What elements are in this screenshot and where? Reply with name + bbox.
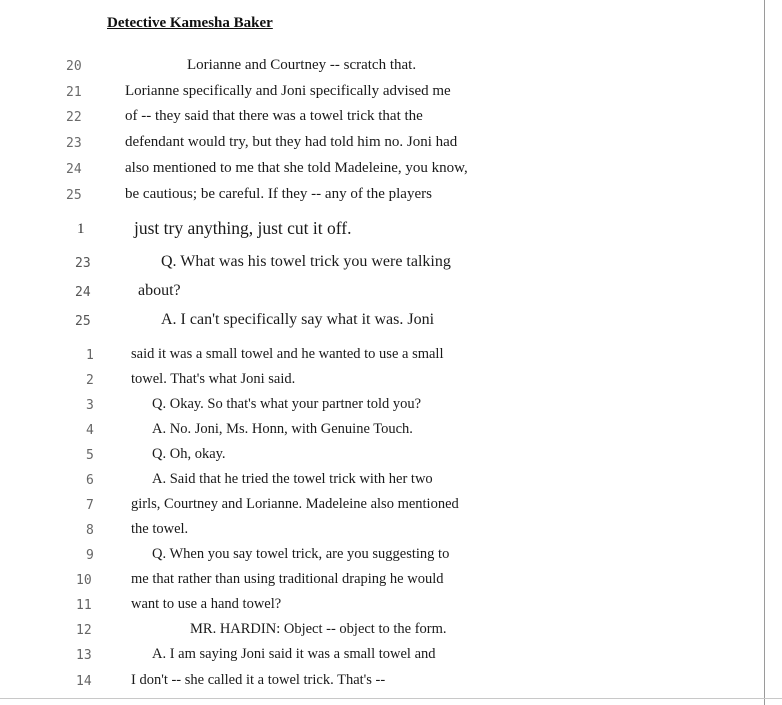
transcript-line: A. No. Joni, Ms. Honn, with Genuine Touch. xyxy=(152,421,413,437)
transcript-line: Q. Okay. So that's what your partner told you? xyxy=(152,396,422,412)
transcript-line: the towel. xyxy=(131,521,189,537)
transcript-line: of -- they said that there was a towel trick that the xyxy=(125,108,423,124)
transcript-line: me that rather than using traditional draping he would xyxy=(131,571,444,587)
transcript-line: Lorianne specifically and Joni specifically advised me xyxy=(125,83,451,99)
transcript-line: towel. That's what Joni said. xyxy=(131,371,296,387)
line-number: 20 xyxy=(66,59,82,74)
line-number: 25 xyxy=(75,314,91,329)
transcript-line: Lorianne and Courtney -- scratch that. xyxy=(187,57,417,73)
transcript-line: girls, Courtney and Lorianne. Madeleine also mentioned xyxy=(131,496,459,512)
page-border xyxy=(764,0,765,705)
transcript-line: about? xyxy=(138,282,181,299)
transcript-line: A. I am saying Joni said it was a small towel and xyxy=(152,646,436,662)
transcript-line: Q. What was his towel trick you were talking xyxy=(161,253,451,270)
witness-header: Detective Kamesha Baker xyxy=(107,15,273,31)
transcript-line: I don't -- she called it a towel trick. That's -- xyxy=(131,672,386,688)
transcript-line: also mentioned to me that she told Madeleine, you know, xyxy=(125,160,468,176)
transcript-line: MR. HARDIN: Object -- object to the form. xyxy=(190,621,447,637)
line-number: 12 xyxy=(76,623,92,638)
page-bottom-rule xyxy=(0,698,782,699)
line-number: 7 xyxy=(86,498,94,513)
line-number: 21 xyxy=(66,85,82,100)
line-number: 25 xyxy=(66,188,82,203)
line-number: 2 xyxy=(86,373,94,388)
transcript-line: Q. When you say towel trick, are you suggesting to xyxy=(152,546,450,562)
line-number: 13 xyxy=(76,648,92,663)
transcript-line: Q. Oh, okay. xyxy=(152,446,226,462)
line-number: 14 xyxy=(76,674,92,689)
line-number: 8 xyxy=(86,523,94,538)
line-number: 6 xyxy=(86,473,94,488)
transcript-line: A. Said that he tried the towel trick with her two xyxy=(152,471,433,487)
transcript-line: defendant would try, but they had told him no. Joni had xyxy=(125,134,458,150)
line-number: 24 xyxy=(66,162,82,177)
line-number: 3 xyxy=(86,398,94,413)
line-number: 9 xyxy=(86,548,94,563)
line-number: 1 xyxy=(77,221,85,237)
transcript-line: A. I can't specifically say what it was. Joni xyxy=(161,311,435,328)
line-number: 4 xyxy=(86,423,94,438)
line-number: 23 xyxy=(66,136,82,151)
line-number: 11 xyxy=(76,598,92,613)
transcript-line: just try anything, just cut it off. xyxy=(134,218,352,238)
transcript-line: be cautious; be careful. If they -- any of the players xyxy=(125,186,432,202)
line-number: 23 xyxy=(75,256,91,271)
line-number: 5 xyxy=(86,448,94,463)
transcript-line: said it was a small towel and he wanted to use a small xyxy=(131,346,444,362)
line-number: 24 xyxy=(75,285,91,300)
line-number: 10 xyxy=(76,573,92,588)
transcript-line: want to use a hand towel? xyxy=(131,596,282,612)
line-number: 1 xyxy=(86,348,94,363)
line-number: 22 xyxy=(66,110,82,125)
